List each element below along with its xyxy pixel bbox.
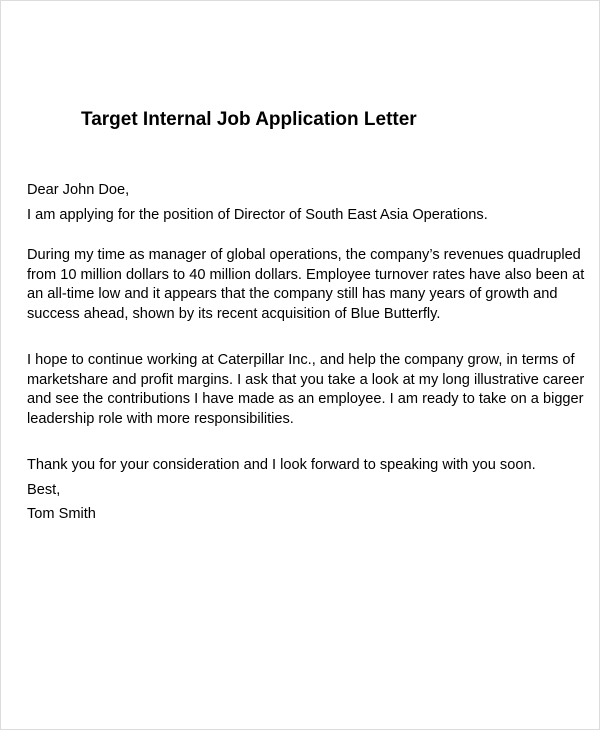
paragraph-line: leadership role with more responsibilities.: [27, 410, 294, 427]
closing-sentence: Thank you for your consideration and I look forward to speaking with you soon.: [27, 457, 536, 473]
paragraph-line: During my time as manager of global operations, the company’s revenues quadrupled: [27, 247, 581, 263]
paragraph-line: from 10 million dollars to 40 million dollars. Employee turnover rates have also been at: [27, 266, 585, 283]
paragraph-goals: [27, 351, 587, 429]
paragraph-line: success ahead, shown by its recent acquisition of Blue Butterfly.: [27, 305, 441, 322]
letter-title: Target Internal Job Application Letter: [81, 109, 417, 130]
signoff: Best,: [27, 482, 61, 498]
paragraph-experience: [27, 246, 587, 324]
salutation: Dear John Doe,: [27, 182, 130, 198]
intro-sentence: I am applying for the position of Director of South East Asia Operations.: [27, 207, 488, 223]
signature-name: Tom Smith: [27, 506, 96, 522]
paragraph-line: an all-time low and it appears that the company still has many years of growth and: [27, 286, 558, 302]
paragraph-line: I hope to continue working at Caterpillar Inc., and help the company grow, in terms of: [27, 352, 575, 368]
paragraph-line: marketshare and profit margins. I ask that you take a look at my long illustrative career: [27, 371, 585, 388]
paragraph-line: and see the contributions I have made as an employee. I am ready to take on a bigger: [27, 391, 584, 407]
